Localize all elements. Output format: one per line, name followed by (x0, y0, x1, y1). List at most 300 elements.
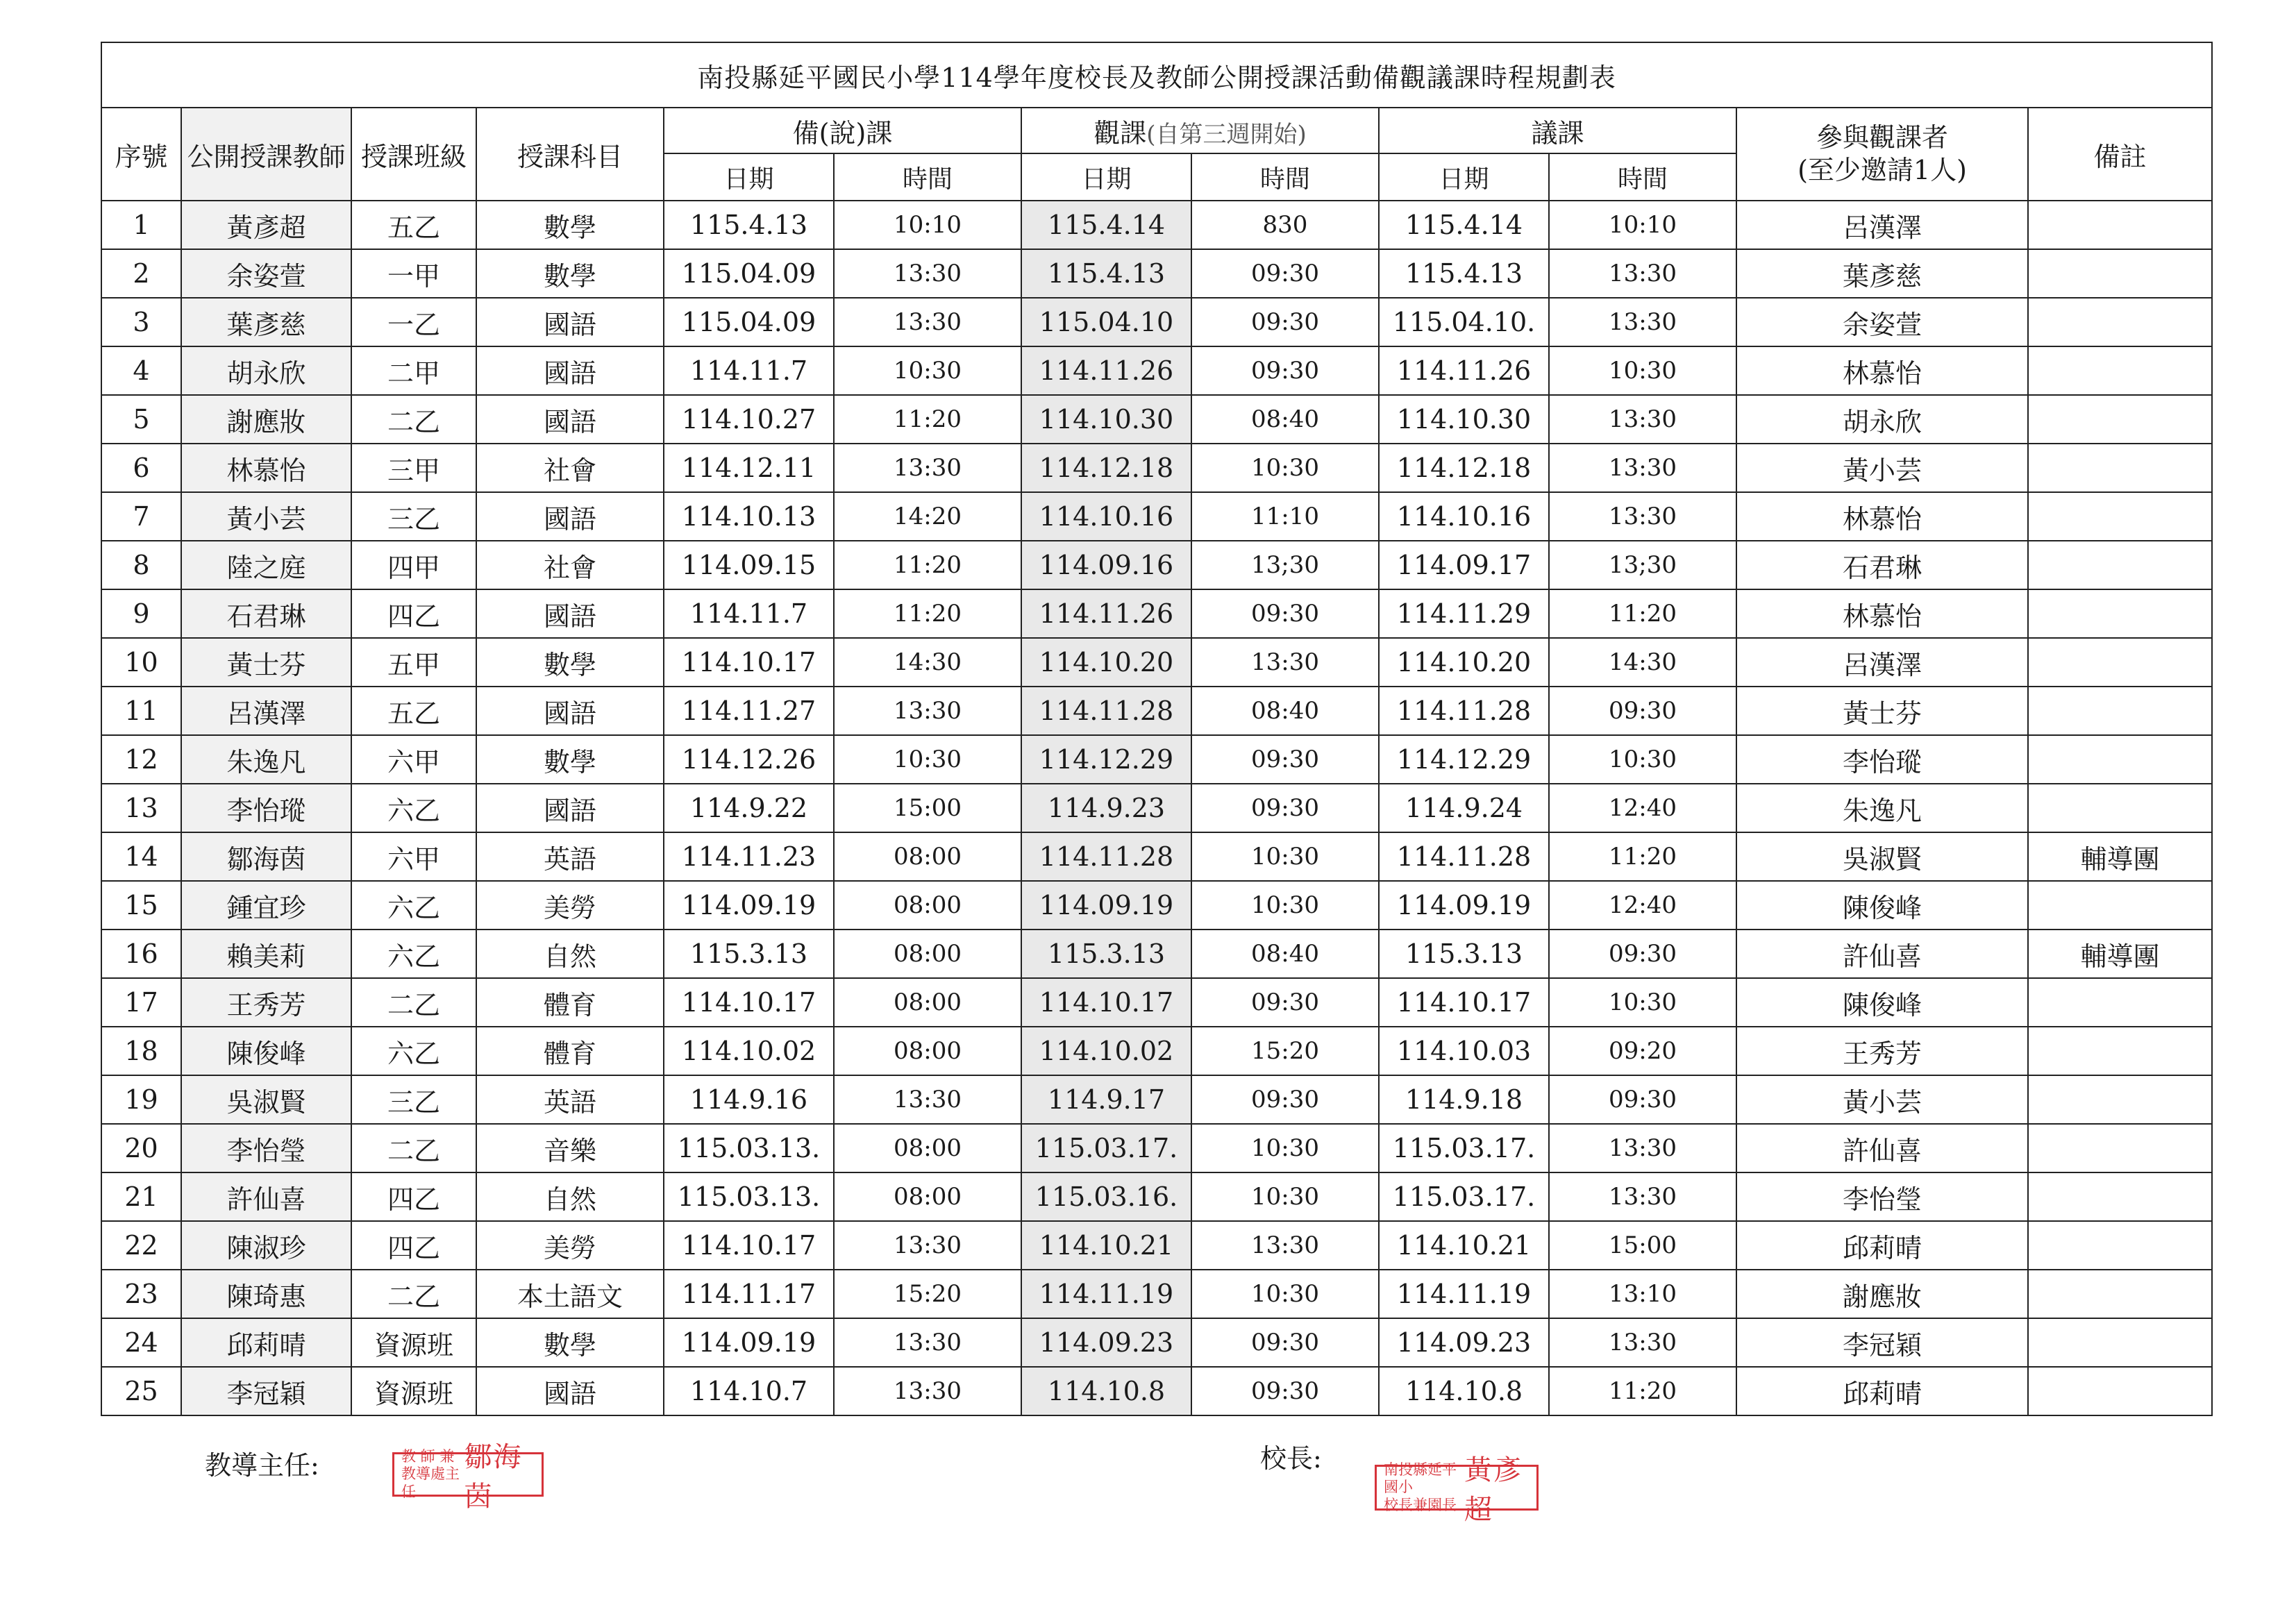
class-cell: 二甲 (351, 346, 476, 395)
seq-cell: 24 (101, 1318, 181, 1367)
disc-time-cell: 13:30 (1549, 444, 1736, 492)
obs-time-cell: 08:40 (1191, 930, 1379, 978)
prep-date-cell: 114.09.15 (664, 541, 834, 589)
obs-date-cell: 114.10.20 (1021, 638, 1191, 687)
obs-date-cell: 114.11.19 (1021, 1270, 1191, 1318)
header-class: 授課班級 (351, 108, 476, 201)
seq-cell: 2 (101, 249, 181, 298)
subject-cell: 英語 (476, 1075, 664, 1124)
remark-cell (2028, 201, 2212, 249)
class-cell: 三乙 (351, 492, 476, 541)
subject-cell: 美勞 (476, 881, 664, 930)
prep-time-cell: 13:30 (834, 298, 1021, 346)
disc-time-cell: 10:10 (1549, 201, 1736, 249)
teacher-cell: 陳俊峰 (181, 1027, 351, 1075)
disc-date-cell: 114.12.29 (1379, 735, 1549, 784)
obs-date-cell: 114.10.8 (1021, 1367, 1191, 1415)
observer-cell: 李怡瑩 (1736, 1172, 2028, 1221)
prep-date-cell: 114.09.19 (664, 881, 834, 930)
prep-date-cell: 114.11.23 (664, 832, 834, 881)
obs-date-cell: 114.10.17 (1021, 978, 1191, 1027)
prep-time-cell: 11:20 (834, 589, 1021, 638)
disc-date-cell: 114.11.29 (1379, 589, 1549, 638)
header-seq: 序號 (101, 108, 181, 201)
disc-date-cell: 114.11.28 (1379, 832, 1549, 881)
principal-seal (1375, 1454, 1539, 1526)
teacher-cell: 林慕怡 (181, 444, 351, 492)
prep-date-cell: 114.12.26 (664, 735, 834, 784)
class-cell: 二乙 (351, 1124, 476, 1172)
schedule-rows (101, 201, 2212, 1415)
disc-date-cell: 115.3.13 (1379, 930, 1549, 978)
disc-date-cell: 114.11.19 (1379, 1270, 1549, 1318)
obs-date-cell: 114.11.28 (1021, 687, 1191, 735)
table-row (101, 1172, 2212, 1221)
class-cell: 三甲 (351, 444, 476, 492)
subject-cell: 社會 (476, 541, 664, 589)
prep-time-cell: 08:00 (834, 832, 1021, 881)
director-seal (392, 1441, 544, 1513)
class-cell: 六甲 (351, 735, 476, 784)
disc-date-cell: 115.04.10. (1379, 298, 1549, 346)
class-cell: 資源班 (351, 1318, 476, 1367)
obs-date-cell: 114.12.18 (1021, 444, 1191, 492)
obs-date-cell: 114.12.29 (1021, 735, 1191, 784)
obs-time-cell: 10:30 (1191, 1124, 1379, 1172)
observer-cell: 許仙喜 (1736, 1124, 2028, 1172)
class-cell: 一甲 (351, 249, 476, 298)
table-row (101, 589, 2212, 638)
obs-time-cell: 08:40 (1191, 395, 1379, 444)
seq-cell: 18 (101, 1027, 181, 1075)
obs-time-cell: 10:30 (1191, 1172, 1379, 1221)
teacher-cell: 朱逸凡 (181, 735, 351, 784)
disc-time-cell: 13:30 (1549, 1124, 1736, 1172)
prep-time-cell: 13:30 (834, 687, 1021, 735)
disc-time-cell: 13;30 (1549, 541, 1736, 589)
obs-time-cell: 10:30 (1191, 832, 1379, 881)
remark-cell (2028, 541, 2212, 589)
prep-date-cell: 114.9.16 (664, 1075, 834, 1124)
prep-time-cell: 10:10 (834, 201, 1021, 249)
remark-cell (2028, 687, 2212, 735)
table-row (101, 638, 2212, 687)
seq-cell: 19 (101, 1075, 181, 1124)
remark-cell (2028, 589, 2212, 638)
subject-cell: 數學 (476, 735, 664, 784)
disc-time-cell: 13:30 (1549, 492, 1736, 541)
table-row (101, 978, 2212, 1027)
obs-time-cell: 09:30 (1191, 249, 1379, 298)
disc-date-cell: 114.09.23 (1379, 1318, 1549, 1367)
class-cell: 六乙 (351, 881, 476, 930)
teacher-cell: 邱莉晴 (181, 1318, 351, 1367)
seq-cell: 20 (101, 1124, 181, 1172)
prep-time-cell: 08:00 (834, 1027, 1021, 1075)
observer-cell: 黃小芸 (1736, 444, 2028, 492)
remark-cell (2028, 492, 2212, 541)
disc-time-cell: 11:20 (1549, 1367, 1736, 1415)
table-row (101, 784, 2212, 832)
prep-time-cell: 10:30 (834, 735, 1021, 784)
remark-cell (2028, 735, 2212, 784)
teacher-cell: 許仙喜 (181, 1172, 351, 1221)
schedule-sheet (101, 42, 2211, 1416)
observer-cell: 林慕怡 (1736, 492, 2028, 541)
obs-time-cell: 13:30 (1191, 1221, 1379, 1270)
subject-cell: 體育 (476, 1027, 664, 1075)
observer-cell: 吳淑賢 (1736, 832, 2028, 881)
prep-date-cell: 115.04.09 (664, 249, 834, 298)
disc-time-cell: 11:20 (1549, 589, 1736, 638)
prep-time-cell: 13:30 (834, 1075, 1021, 1124)
table-row (101, 201, 2212, 249)
table-row (101, 346, 2212, 395)
principal-seal-name: 黃彥超 (1464, 1454, 1523, 1526)
obs-time-cell: 09:30 (1191, 589, 1379, 638)
teacher-cell: 胡永欣 (181, 346, 351, 395)
obs-date-cell: 114.11.26 (1021, 346, 1191, 395)
prep-date-cell: 114.11.7 (664, 589, 834, 638)
disc-date-cell: 114.10.20 (1379, 638, 1549, 687)
subject-cell: 數學 (476, 201, 664, 249)
disc-date-cell: 115.4.14 (1379, 201, 1549, 249)
obs-time-cell: 09:30 (1191, 1318, 1379, 1367)
teacher-cell: 陸之庭 (181, 541, 351, 589)
header-obs-label: 觀課 (1093, 117, 1147, 149)
disc-time-cell: 13:30 (1549, 298, 1736, 346)
teacher-cell: 鍾宜珍 (181, 881, 351, 930)
observer-cell: 黃士芬 (1736, 687, 2028, 735)
header-observer-line2: (至少邀請1人) (1798, 155, 1967, 185)
disc-time-cell: 13:30 (1549, 1318, 1736, 1367)
disc-date-cell: 114.10.8 (1379, 1367, 1549, 1415)
class-cell: 四乙 (351, 1172, 476, 1221)
class-cell: 四乙 (351, 589, 476, 638)
prep-time-cell: 15:20 (834, 1270, 1021, 1318)
disc-time-cell: 10:30 (1549, 735, 1736, 784)
teacher-cell: 鄒海茵 (181, 832, 351, 881)
seq-cell: 1 (101, 201, 181, 249)
disc-date-cell: 114.10.16 (1379, 492, 1549, 541)
prep-date-cell: 115.03.13. (664, 1172, 834, 1221)
table-row (101, 1318, 2212, 1367)
prep-time-cell: 08:00 (834, 881, 1021, 930)
disc-date-cell: 115.03.17. (1379, 1172, 1549, 1221)
obs-date-cell: 114.10.30 (1021, 395, 1191, 444)
header-observer (1736, 108, 2028, 201)
obs-date-cell: 115.04.10 (1021, 298, 1191, 346)
header-remarks: 備註 (2028, 108, 2212, 201)
subject-cell: 本土語文 (476, 1270, 664, 1318)
observer-cell: 邱莉晴 (1736, 1221, 2028, 1270)
seq-cell: 25 (101, 1367, 181, 1415)
subject-cell: 英語 (476, 832, 664, 881)
obs-date-cell: 114.10.02 (1021, 1027, 1191, 1075)
table-row (101, 930, 2212, 978)
seq-cell: 12 (101, 735, 181, 784)
subject-cell: 數學 (476, 249, 664, 298)
subject-cell: 國語 (476, 1367, 664, 1415)
disc-time-cell: 09:30 (1549, 930, 1736, 978)
table-row (101, 298, 2212, 346)
seq-cell: 23 (101, 1270, 181, 1318)
observer-cell: 余姿萱 (1736, 298, 2028, 346)
remark-cell (2028, 1075, 2212, 1124)
subject-cell: 自然 (476, 930, 664, 978)
seq-cell: 6 (101, 444, 181, 492)
obs-date-cell: 114.10.16 (1021, 492, 1191, 541)
director-label: 教導主任: (205, 1450, 319, 1481)
remark-cell (2028, 444, 2212, 492)
prep-time-cell: 08:00 (834, 1172, 1021, 1221)
prep-time-cell: 14:20 (834, 492, 1021, 541)
class-cell: 六乙 (351, 930, 476, 978)
obs-time-cell: 09:30 (1191, 1367, 1379, 1415)
obs-time-cell: 09:30 (1191, 978, 1379, 1027)
disc-date-cell: 114.10.30 (1379, 395, 1549, 444)
class-cell: 二乙 (351, 978, 476, 1027)
disc-time-cell: 14:30 (1549, 638, 1736, 687)
disc-date-cell: 114.9.18 (1379, 1075, 1549, 1124)
seq-cell: 15 (101, 881, 181, 930)
disc-time-cell: 09:30 (1549, 687, 1736, 735)
obs-date-cell: 114.9.23 (1021, 784, 1191, 832)
obs-time-cell: 10:30 (1191, 881, 1379, 930)
observer-cell: 呂漢澤 (1736, 201, 2028, 249)
disc-time-cell: 13:30 (1549, 395, 1736, 444)
prep-time-cell: 08:00 (834, 930, 1021, 978)
remark-cell (2028, 1124, 2212, 1172)
prep-date-cell: 115.4.13 (664, 201, 834, 249)
director-seal-line1: 教 師 兼 (401, 1448, 455, 1465)
remark-cell (2028, 249, 2212, 298)
obs-date-cell: 114.09.16 (1021, 541, 1191, 589)
obs-time-cell: 11:10 (1191, 492, 1379, 541)
prep-date-cell: 115.04.09 (664, 298, 834, 346)
header-teacher: 公開授課教師 (181, 108, 351, 201)
obs-date-cell: 114.09.19 (1021, 881, 1191, 930)
table-row (101, 492, 2212, 541)
table-row (101, 249, 2212, 298)
director-seal-name: 鄒海茵 (464, 1441, 523, 1513)
subject-cell: 數學 (476, 1318, 664, 1367)
prep-date-cell: 114.10.02 (664, 1027, 834, 1075)
obs-date-cell: 115.4.13 (1021, 249, 1191, 298)
remark-cell (2028, 298, 2212, 346)
obs-date-cell: 115.3.13 (1021, 930, 1191, 978)
obs-time-cell: 13;30 (1191, 541, 1379, 589)
subject-cell: 自然 (476, 1172, 664, 1221)
teacher-cell: 石君琳 (181, 589, 351, 638)
subject-cell: 社會 (476, 444, 664, 492)
prep-time-cell: 13:30 (834, 1318, 1021, 1367)
table-row (101, 1124, 2212, 1172)
table-row (101, 735, 2212, 784)
class-cell: 五乙 (351, 201, 476, 249)
teacher-cell: 陳琦惠 (181, 1270, 351, 1318)
prep-date-cell: 114.11.7 (664, 346, 834, 395)
prep-time-cell: 13:30 (834, 1367, 1021, 1415)
observer-cell: 石君琳 (1736, 541, 2028, 589)
obs-date-cell: 115.4.14 (1021, 201, 1191, 249)
class-cell: 五甲 (351, 638, 476, 687)
class-cell: 資源班 (351, 1367, 476, 1415)
obs-date-cell: 114.9.17 (1021, 1075, 1191, 1124)
subject-cell: 國語 (476, 784, 664, 832)
disc-time-cell: 15:00 (1549, 1221, 1736, 1270)
subject-cell: 國語 (476, 346, 664, 395)
prep-date-cell: 114.10.27 (664, 395, 834, 444)
class-cell: 四甲 (351, 541, 476, 589)
disc-time-cell: 13:30 (1549, 249, 1736, 298)
disc-date-cell: 114.09.19 (1379, 881, 1549, 930)
table-row (101, 1367, 2212, 1415)
subject-cell: 國語 (476, 589, 664, 638)
table-row (101, 395, 2212, 444)
class-cell: 三乙 (351, 1075, 476, 1124)
seq-cell: 5 (101, 395, 181, 444)
prep-date-cell: 114.09.19 (664, 1318, 834, 1367)
page-title: 南投縣延平國民小學114學年度校長及教師公開授課活動備觀議課時程規劃表 (101, 42, 2212, 108)
subject-cell: 國語 (476, 687, 664, 735)
observer-cell: 胡永欣 (1736, 395, 2028, 444)
remark-cell (2028, 1172, 2212, 1221)
class-cell: 六甲 (351, 832, 476, 881)
table-row (101, 881, 2212, 930)
remark-cell (2028, 638, 2212, 687)
obs-time-cell: 09:30 (1191, 298, 1379, 346)
prep-time-cell: 13:30 (834, 1221, 1021, 1270)
teacher-cell: 李怡瑩 (181, 1124, 351, 1172)
principal-seal-line2: 校長兼園長 (1384, 1496, 1457, 1513)
observer-cell: 李怡瑽 (1736, 735, 2028, 784)
prep-time-cell: 08:00 (834, 1124, 1021, 1172)
disc-date-cell: 115.03.17. (1379, 1124, 1549, 1172)
prep-date-cell: 114.11.17 (664, 1270, 834, 1318)
disc-time-cell: 09:30 (1549, 1075, 1736, 1124)
table-row (101, 444, 2212, 492)
remark-cell (2028, 1367, 2212, 1415)
class-cell: 六乙 (351, 1027, 476, 1075)
obs-time-cell: 09:30 (1191, 1075, 1379, 1124)
teacher-cell: 王秀芳 (181, 978, 351, 1027)
obs-date-cell: 115.03.17. (1021, 1124, 1191, 1172)
obs-time-cell: 10:30 (1191, 1270, 1379, 1318)
class-cell: 二乙 (351, 1270, 476, 1318)
table-row (101, 1221, 2212, 1270)
seq-cell: 9 (101, 589, 181, 638)
disc-date-cell: 114.11.26 (1379, 346, 1549, 395)
remark-cell (2028, 1318, 2212, 1367)
header-disc-date: 日期 (1379, 153, 1549, 201)
observer-cell: 呂漢澤 (1736, 638, 2028, 687)
disc-time-cell: 13:10 (1549, 1270, 1736, 1318)
seq-cell: 4 (101, 346, 181, 395)
remark-cell (2028, 1221, 2212, 1270)
disc-date-cell: 114.12.18 (1379, 444, 1549, 492)
header-prep-date: 日期 (664, 153, 834, 201)
subject-cell: 美勞 (476, 1221, 664, 1270)
prep-date-cell: 114.10.7 (664, 1367, 834, 1415)
subject-cell: 國語 (476, 395, 664, 444)
obs-time-cell: 09:30 (1191, 735, 1379, 784)
disc-date-cell: 114.11.28 (1379, 687, 1549, 735)
seq-cell: 10 (101, 638, 181, 687)
obs-time-cell: 09:30 (1191, 346, 1379, 395)
header-subject: 授課科目 (476, 108, 664, 201)
schedule-table (101, 42, 2213, 1416)
remark-cell (2028, 784, 2212, 832)
prep-date-cell: 115.03.13. (664, 1124, 834, 1172)
prep-time-cell: 08:00 (834, 978, 1021, 1027)
obs-date-cell: 114.11.28 (1021, 832, 1191, 881)
observer-cell: 李冠穎 (1736, 1318, 2028, 1367)
teacher-cell: 賴美莉 (181, 930, 351, 978)
prep-time-cell: 14:30 (834, 638, 1021, 687)
prep-date-cell: 114.11.27 (664, 687, 834, 735)
obs-date-cell: 114.11.26 (1021, 589, 1191, 638)
disc-time-cell: 12:40 (1549, 881, 1736, 930)
seq-cell: 14 (101, 832, 181, 881)
teacher-cell: 黃士芬 (181, 638, 351, 687)
teacher-cell: 李怡瑽 (181, 784, 351, 832)
obs-time-cell: 08:40 (1191, 687, 1379, 735)
header-observer-line1: 參與觀課者 (1816, 121, 1948, 153)
obs-time-cell: 15:20 (1191, 1027, 1379, 1075)
class-cell: 四乙 (351, 1221, 476, 1270)
seq-cell: 3 (101, 298, 181, 346)
prep-date-cell: 115.3.13 (664, 930, 834, 978)
table-row (101, 541, 2212, 589)
seq-cell: 22 (101, 1221, 181, 1270)
teacher-cell: 黃彥超 (181, 201, 351, 249)
header-disc-time: 時間 (1549, 153, 1736, 201)
seq-cell: 8 (101, 541, 181, 589)
observer-cell: 王秀芳 (1736, 1027, 2028, 1075)
subject-cell: 體育 (476, 978, 664, 1027)
class-cell: 一乙 (351, 298, 476, 346)
teacher-cell: 余姿萱 (181, 249, 351, 298)
observer-cell: 林慕怡 (1736, 589, 2028, 638)
remark-cell (2028, 1027, 2212, 1075)
observer-cell: 朱逸凡 (1736, 784, 2028, 832)
class-cell: 六乙 (351, 784, 476, 832)
subject-cell: 國語 (476, 492, 664, 541)
disc-date-cell: 114.9.24 (1379, 784, 1549, 832)
teacher-cell: 陳淑珍 (181, 1221, 351, 1270)
disc-time-cell: 13:30 (1549, 1172, 1736, 1221)
table-row (101, 1075, 2212, 1124)
signature-footer (101, 1437, 2211, 1576)
observer-cell: 邱莉晴 (1736, 1367, 2028, 1415)
header-prep-time: 時間 (834, 153, 1021, 201)
principal-label: 校長: (1260, 1443, 1322, 1474)
seq-cell: 21 (101, 1172, 181, 1221)
remark-cell: 輔導團 (2028, 832, 2212, 881)
teacher-cell: 葉彥慈 (181, 298, 351, 346)
disc-date-cell: 114.10.03 (1379, 1027, 1549, 1075)
observer-cell: 謝應妝 (1736, 1270, 2028, 1318)
remark-cell (2028, 1270, 2212, 1318)
obs-time-cell: 830 (1191, 201, 1379, 249)
prep-date-cell: 114.9.22 (664, 784, 834, 832)
disc-time-cell: 12:40 (1549, 784, 1736, 832)
subject-cell: 數學 (476, 638, 664, 687)
subject-cell: 音樂 (476, 1124, 664, 1172)
observer-cell: 葉彥慈 (1736, 249, 2028, 298)
prep-date-cell: 114.12.11 (664, 444, 834, 492)
